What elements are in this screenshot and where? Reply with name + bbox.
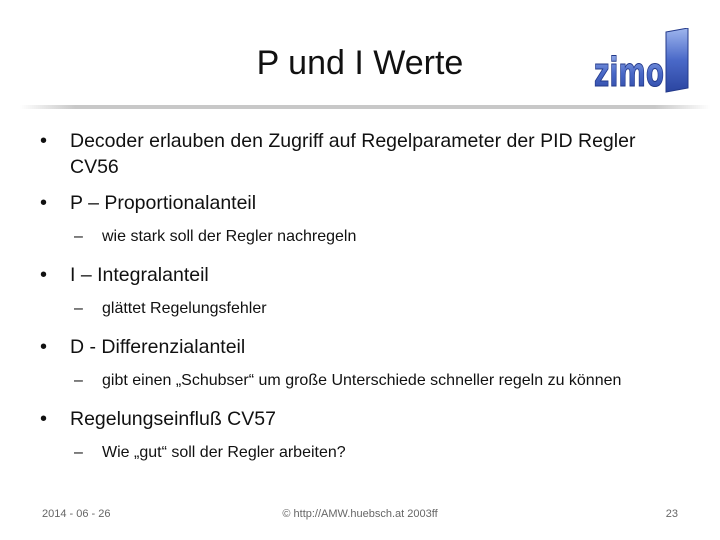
bullet-marker: • bbox=[40, 336, 48, 358]
slide-title: P und I Werte bbox=[256, 44, 464, 82]
bullet-text: I – Integralanteil bbox=[70, 264, 209, 286]
bullet-text: Regelungseinfluß CV57 bbox=[70, 408, 276, 430]
bullet-item bbox=[30, 406, 680, 432]
sub-bullet-item bbox=[30, 442, 680, 464]
bullet-item bbox=[30, 262, 680, 288]
dash-marker: – bbox=[74, 228, 83, 245]
dash-marker: – bbox=[74, 372, 83, 389]
sub-bullet-item bbox=[30, 370, 680, 392]
dash-marker: – bbox=[74, 444, 83, 461]
bullet-item bbox=[30, 128, 680, 180]
bullet-text: glättet Regelungsfehler bbox=[102, 300, 267, 317]
bullet-text: gibt einen „Schubser“ um große Unterschiede schneller regeln zu können bbox=[102, 372, 622, 389]
bullet-text: Wie „gut“ soll der Regler arbeiten? bbox=[102, 444, 346, 461]
page-number: 23 bbox=[665, 508, 678, 520]
footer-copyright: © http://AMW.huebsch.at 2003ff bbox=[282, 508, 438, 520]
bullet-text: wie stark soll der Regler nachregeln bbox=[102, 228, 357, 245]
bullet-marker: • bbox=[40, 264, 48, 286]
bullet-marker: • bbox=[40, 408, 48, 430]
bullet-item bbox=[30, 190, 680, 216]
zimo-logo bbox=[588, 28, 692, 96]
bullet-list bbox=[30, 128, 680, 478]
bullet-text: P – Proportionalanteil bbox=[70, 192, 257, 214]
bullet-text: Decoder erlauben den Zugriff auf Regelparameter der PID Regler CV56 bbox=[70, 130, 636, 178]
bullet-marker: • bbox=[40, 192, 48, 214]
zimo-logo-graphic bbox=[588, 28, 692, 96]
logo-text: zimo bbox=[594, 50, 664, 96]
title-divider bbox=[20, 105, 710, 109]
bullet-item bbox=[30, 334, 680, 360]
dash-marker: – bbox=[74, 300, 83, 317]
footer-date: 2014 - 06 - 26 bbox=[42, 508, 111, 520]
sub-bullet-item bbox=[30, 226, 680, 248]
sub-bullet-item bbox=[30, 298, 680, 320]
bullet-marker: • bbox=[40, 130, 48, 152]
bullet-text: D - Differenzialanteil bbox=[70, 336, 246, 358]
